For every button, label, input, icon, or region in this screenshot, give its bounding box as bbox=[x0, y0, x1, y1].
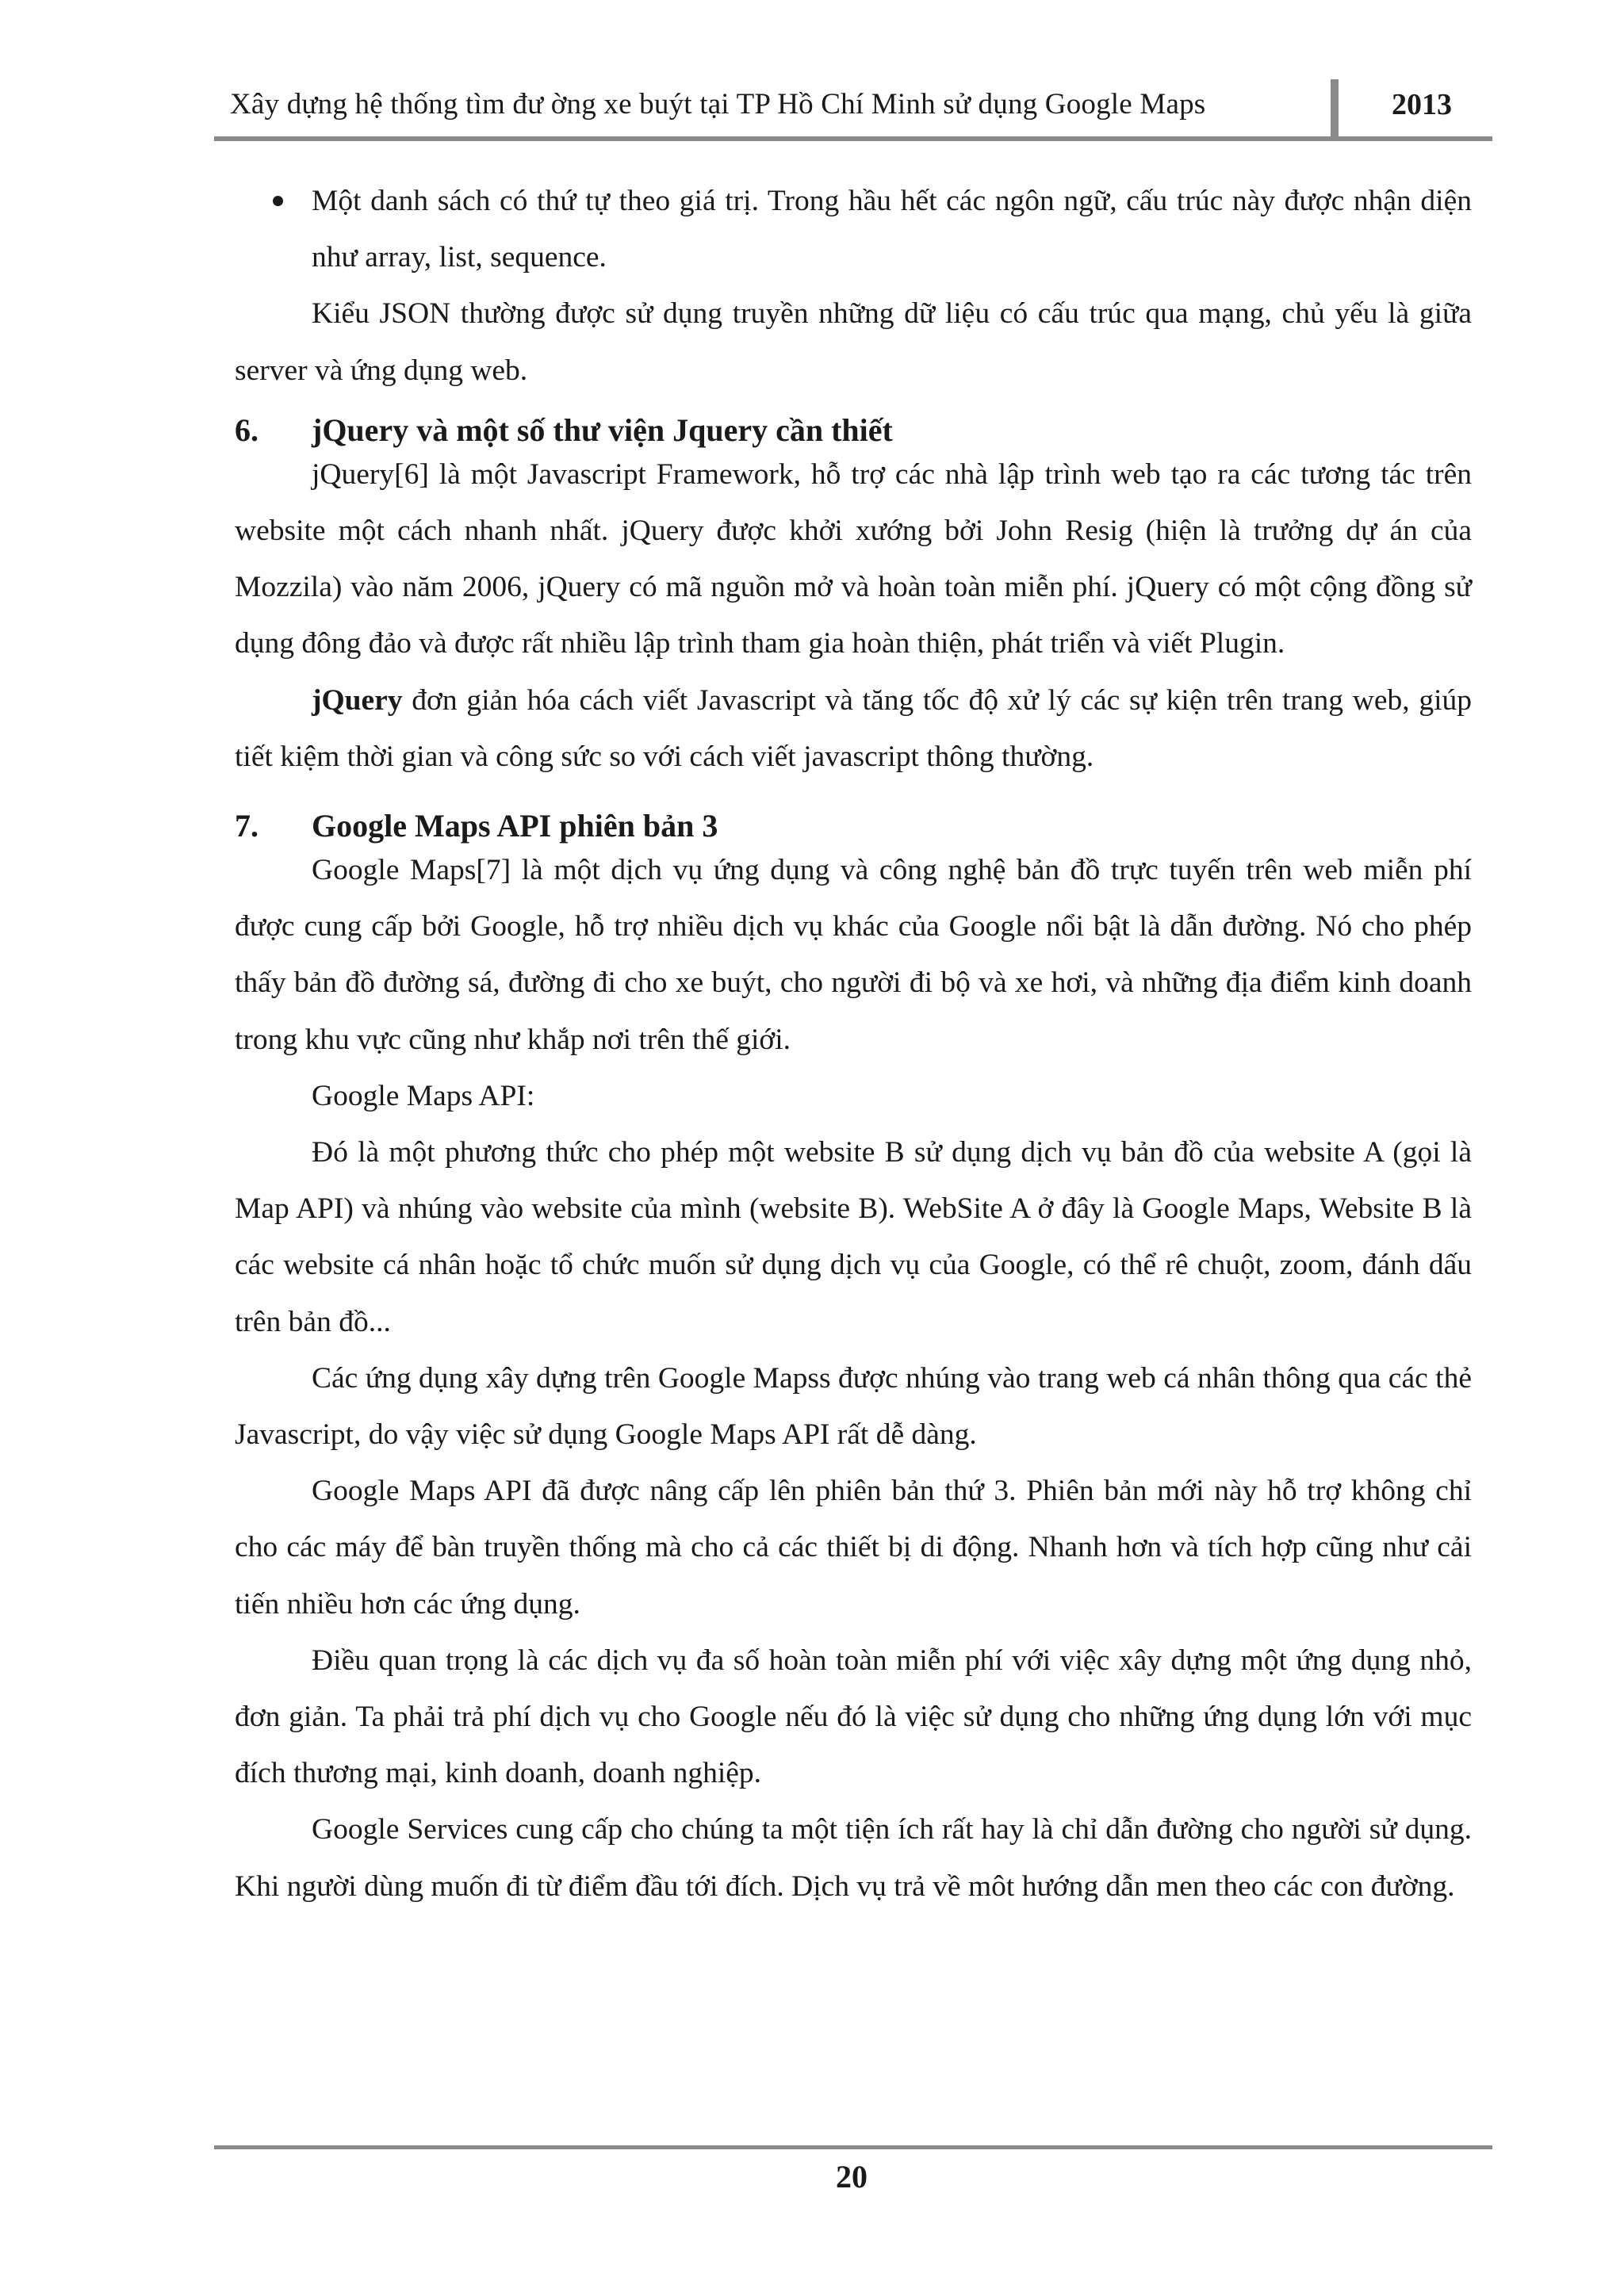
page-header bbox=[214, 73, 1491, 135]
section-7-paragraph-2: Google Maps API: bbox=[312, 1079, 535, 1112]
section-7-paragraph-3: Đó là một phương thức cho phép một website B sử dụng dịch vụ bản đồ của website A (gọi là Map API) và nhúng vào website của mình (website B). WebSite A ở đây là Google Maps, Website B là các website cá nhân hoặc tổ chức muốn sử dụng dịch vụ của Google, có thể rê chuột, zoom, đánh dấu trên bản đồ... bbox=[235, 1136, 1472, 1338]
page-content bbox=[235, 173, 1472, 1915]
section-7-number: 7. bbox=[235, 808, 259, 844]
section-7-paragraph-6: Điều quan trọng là các dịch vụ đa số hoàn toàn miễn phí với việc xây dựng một ứng dụng nhỏ, đơn giản. Ta phải trả phí dịch vụ cho Google nếu đó là việc sử dụng cho những ứng dụng lớn với mục đích thương mại, kinh doanh, doanh nghiệp. bbox=[235, 1644, 1472, 1790]
section-7-heading bbox=[235, 806, 1472, 847]
section-6-paragraph-2-text: đơn giản hóa cách viết Javascript và tăng tốc độ xử lý các sự kiện trên trang web, giúp tiết kiệm thời gian và công sức so với cách viết javascript thông thường. bbox=[235, 683, 1472, 773]
jquery-term: jQuery bbox=[312, 683, 403, 717]
bullet-dot-icon bbox=[273, 196, 283, 206]
section-6-number: 6. bbox=[235, 411, 259, 448]
section-6-paragraph-2 bbox=[235, 672, 1472, 785]
header-year: 2013 bbox=[1392, 88, 1452, 121]
section-7-title: Google Maps API phiên bản 3 bbox=[312, 808, 718, 844]
section-6-title: jQuery và một số thư viện Jquery cần thiết bbox=[312, 411, 893, 448]
header-divider bbox=[1331, 79, 1339, 136]
page-number: 20 bbox=[836, 2159, 868, 2195]
bullet-text: Một danh sách có thứ tự theo giá trị. Trong hầu hết các ngôn ngữ, cấu trúc này được nhận diện như array, list, sequence. bbox=[312, 185, 1472, 274]
section-6-heading bbox=[235, 410, 1472, 451]
section-7-paragraph-5: Google Maps API đã được nâng cấp lên phiên bản thứ 3. Phiên bản mới này hỗ trợ không chỉ cho các máy để bàn truyền thống mà cho cả các thiết bị di động. Nhanh hơn và tích hợp cũng như cải tiến nhiều hơn các ứng dụng. bbox=[235, 1475, 1472, 1621]
section-7-paragraph-4: Các ứng dụng xây dựng trên Google Mapss được nhúng vào trang web cá nhân thông qua các thẻ Javascript, do vậy việc sử dụng Google Maps API rất dễ dàng. bbox=[235, 1361, 1472, 1452]
section-7-paragraph-1: Google Maps[7] là một dịch vụ ứng dụng và công nghệ bản đồ trực tuyến trên web miễn phí được cung cấp bởi Google, hỗ trợ nhiều dịch vụ khác của Google nổi bật là dẫn đường. Nó cho phép thấy bản đồ đường sá, đường đi cho xe buýt, cho người đi bộ và xe hơi, và những địa điểm kinh doanh trong khu vực cũng như khắp nơi trên thế giới. bbox=[235, 854, 1472, 1056]
header-rule bbox=[214, 136, 1492, 141]
section-6-paragraph-1: jQuery[6] là một Javascript Framework, hỗ trợ các nhà lập trình web tạo ra các tương tác trên website một cách nhanh nhất. jQuery được khởi xướng bởi John Resig (hiện là trưởng dự án của Mozzila) vào năm 2006, jQuery có mã nguồn mở và hoàn toàn miễn phí. jQuery có một cộng đồng sử dụng đông đảo và được rất nhiều lập trình tham gia hoàn thiện, phát triển và viết Plugin. bbox=[235, 457, 1472, 660]
section-7-paragraph-7: Google Services cung cấp cho chúng ta một tiện ích rất hay là chỉ dẫn đường cho người sử dụng. Khi người dùng muốn đi từ điểm đầu tới đích. Dịch vụ trả về môt hướng dẫn men theo các con đường. bbox=[235, 1813, 1472, 1903]
bullet-item bbox=[235, 173, 1472, 285]
header-title: Xây dựng hệ thống tìm đư ờng xe buýt tại TP Hồ Chí Minh sử dụng Google Maps bbox=[230, 88, 1206, 121]
footer-rule bbox=[214, 2145, 1492, 2149]
json-paragraph: Kiểu JSON thường được sử dụng truyền những dữ liệu có cấu trúc qua mạng, chủ yếu là giữa server và ứng dụng web. bbox=[235, 297, 1472, 387]
